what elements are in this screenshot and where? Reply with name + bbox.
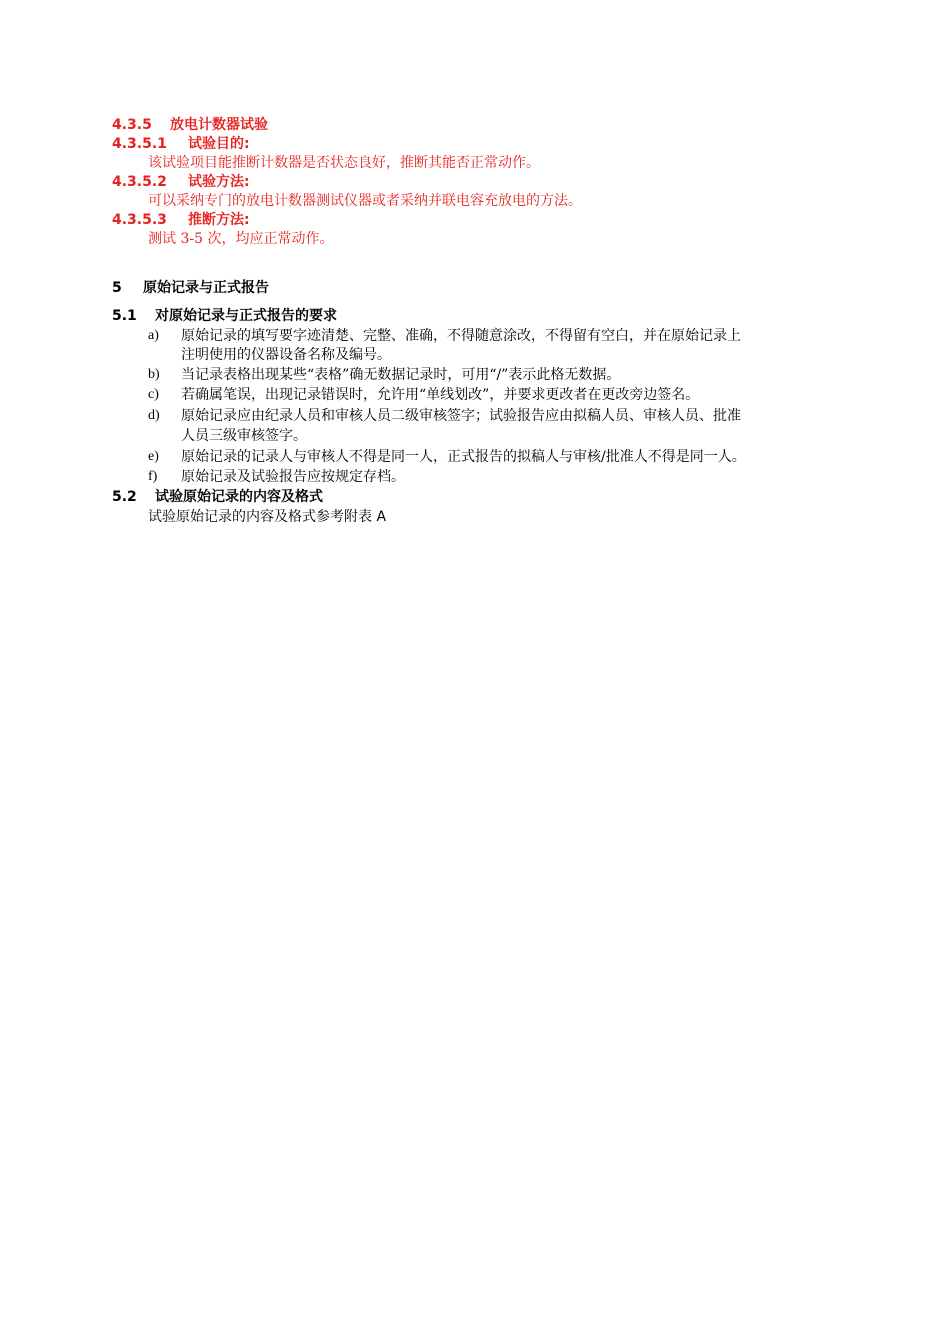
subsection-title: 试验方法: bbox=[188, 174, 250, 190]
section-title: 原始记录与正式报告 bbox=[143, 280, 269, 296]
section-4-3-5-2-text: 可以采纳专门的放电计数器测试仪器或者采纳并联电容充放电的方法。 bbox=[148, 193, 582, 209]
subsection-number: 4.3.5.3 bbox=[112, 212, 167, 228]
subsection-title: 推断方法: bbox=[188, 212, 250, 228]
section-5-1-heading bbox=[112, 307, 337, 325]
subsection-title: 试验目的: bbox=[188, 136, 250, 152]
section-5-heading bbox=[112, 279, 269, 297]
section-number: 4.3.5 bbox=[112, 117, 152, 133]
list-item-marker: b) bbox=[148, 367, 160, 382]
section-title: 放电计数器试验 bbox=[170, 117, 268, 133]
section-4-3-5-3-heading bbox=[112, 211, 250, 229]
list-item-marker: f) bbox=[148, 469, 158, 484]
subsection-number: 5.1 bbox=[112, 308, 137, 324]
list-item-text: 原始记录的填写要字迹清楚、完整、准确，不得随意涂改，不得留有空白，并在原始记录上 bbox=[181, 328, 741, 344]
list-item-marker: e) bbox=[148, 449, 159, 464]
list-item-text: 原始记录应由纪录人员和审核人员二级审核签字；试验报告应由拟稿人员、审核人员、批准 bbox=[181, 408, 741, 424]
list-item-text: 当记录表格出现某些“表格”确无数据记录时，可用“/”表示此格无数据。 bbox=[181, 367, 621, 383]
subsection-number: 4.3.5.1 bbox=[112, 136, 167, 152]
section-4-3-5-1-heading bbox=[112, 135, 250, 153]
list-item-text: 原始记录的记录人与审核人不得是同一人，正式报告的拟稿人与审核/批准人不得是同一人。 bbox=[181, 449, 746, 465]
section-4-3-5-2-heading bbox=[112, 173, 250, 191]
list-item-marker: c) bbox=[148, 387, 159, 402]
subsection-number: 4.3.5.2 bbox=[112, 174, 167, 190]
subsection-title: 对原始记录与正式报告的要求 bbox=[155, 308, 337, 324]
section-number: 5 bbox=[112, 280, 122, 296]
list-item-marker: a) bbox=[148, 328, 159, 343]
subsection-number: 5.2 bbox=[112, 489, 137, 505]
list-item-text: 若确属笔误，出现记录错误时，允许用“单线划改”，并要求更改者在更改旁边签名。 bbox=[181, 387, 700, 403]
list-item-text-continued: 人员三级审核签字。 bbox=[181, 428, 307, 444]
list-item-marker: d) bbox=[148, 408, 160, 423]
subsection-title: 试验原始记录的内容及格式 bbox=[155, 489, 323, 505]
section-5-2-text: 试验原始记录的内容及格式参考附表 A bbox=[148, 509, 387, 525]
list-item-text: 原始记录及试验报告应按规定存档。 bbox=[181, 469, 405, 485]
list-item-text-continued: 注明使用的仪器设备名称及编号。 bbox=[181, 347, 391, 363]
section-4-3-5-3-text: 测试 3-5 次，均应正常动作。 bbox=[148, 231, 334, 247]
section-4-3-5-heading bbox=[112, 116, 268, 134]
section-5-2-heading bbox=[112, 488, 323, 506]
section-4-3-5-1-text: 该试验项目能推断计数器是否状态良好，推断其能否正常动作。 bbox=[148, 155, 540, 171]
